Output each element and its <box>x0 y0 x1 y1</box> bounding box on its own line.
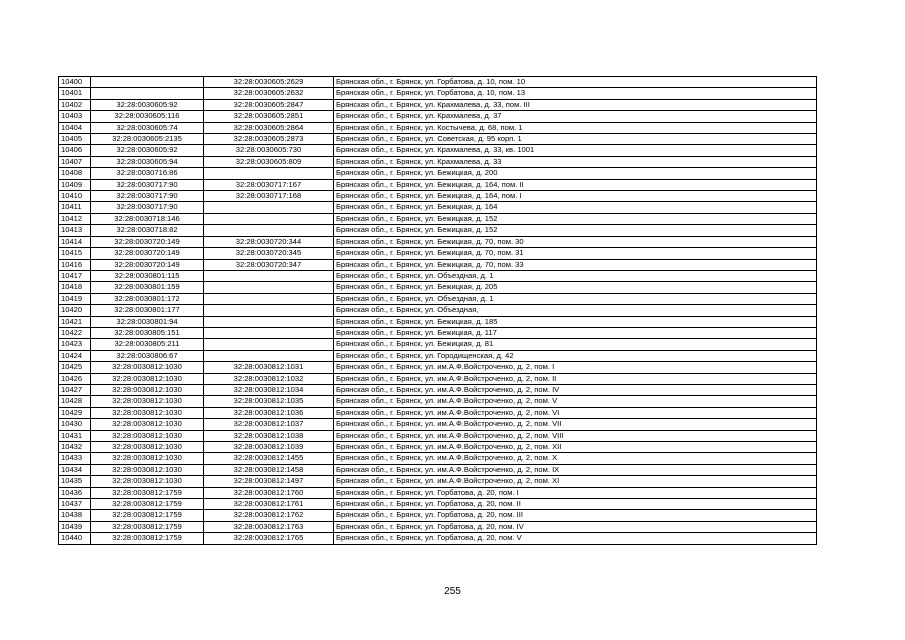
table-row <box>59 156 817 167</box>
table-row <box>59 350 817 361</box>
premises-cadastral-number-cell <box>204 339 334 350</box>
premises-cadastral-number-cell: 32:28:0030720:345 <box>204 248 334 259</box>
row-number-cell: 10412 <box>59 213 91 224</box>
row-number-cell: 10407 <box>59 156 91 167</box>
row-number-cell: 10404 <box>59 122 91 133</box>
address-cell: Брянская обл., г. Брянск, ул. им.А.Ф.Войстроченко, д. 2, пом. X <box>334 453 817 464</box>
premises-cadastral-number-cell: 32:28:0030812:1035 <box>204 396 334 407</box>
row-number-cell: 10427 <box>59 384 91 395</box>
address-cell: Брянская обл., г. Брянск, ул. Советская, д. 95 корп. 1 <box>334 134 817 145</box>
address-cell: Брянская обл., г. Брянск, ул. Бежицкая, д. 164 <box>334 202 817 213</box>
address-cell: Брянская обл., г. Брянск, ул. Объездная, д. 1 <box>334 270 817 281</box>
table-row <box>59 202 817 213</box>
table-row <box>59 179 817 190</box>
premises-cadastral-number-cell: 32:28:0030812:1458 <box>204 464 334 475</box>
land-cadastral-number-cell: 32:28:0030801:159 <box>91 282 204 293</box>
premises-cadastral-number-cell <box>204 350 334 361</box>
table-row <box>59 191 817 202</box>
table-row <box>59 327 817 338</box>
premises-cadastral-number-cell: 32:28:0030812:1038 <box>204 430 334 441</box>
table-row <box>59 533 817 544</box>
address-cell: Брянская обл., г. Брянск, ул. им.А.Ф.Войстроченко, д. 2, пом. VII <box>334 419 817 430</box>
address-cell: Брянская обл., г. Брянск, ул. Крахмалева, д. 33, кв. 1001 <box>334 145 817 156</box>
row-number-cell: 10410 <box>59 191 91 202</box>
row-number-cell: 10414 <box>59 236 91 247</box>
address-cell: Брянская обл., г. Брянск, ул. им.А.Ф.Войстроченко, д. 2, пом. I <box>334 362 817 373</box>
table-row <box>59 499 817 510</box>
land-cadastral-number-cell: 32:28:0030716:86 <box>91 168 204 179</box>
row-number-cell: 10431 <box>59 430 91 441</box>
land-cadastral-number-cell: 32:28:0030718:82 <box>91 225 204 236</box>
address-cell: Брянская обл., г. Брянск, ул. Горбатова, д. 20, пом. III <box>334 510 817 521</box>
row-number-cell: 10403 <box>59 111 91 122</box>
address-cell: Брянская обл., г. Брянск, ул. Бежицкая, д. 70, пом. 33 <box>334 259 817 270</box>
land-cadastral-number-cell: 32:28:0030717:90 <box>91 179 204 190</box>
row-number-cell: 10432 <box>59 442 91 453</box>
premises-cadastral-number-cell: 32:28:0030717:167 <box>204 179 334 190</box>
row-number-cell: 10422 <box>59 327 91 338</box>
table-row <box>59 430 817 441</box>
table-row <box>59 476 817 487</box>
premises-cadastral-number-cell: 32:28:0030605:2851 <box>204 111 334 122</box>
address-cell: Брянская обл., г. Брянск, ул. Бежицкая, д. 164, пом. I <box>334 191 817 202</box>
premises-cadastral-number-cell: 32:28:0030812:1039 <box>204 442 334 453</box>
row-number-cell: 10436 <box>59 487 91 498</box>
address-cell: Брянская обл., г. Брянск, ул. Крахмалева, д. 33 <box>334 156 817 167</box>
address-cell: Брянская обл., г. Брянск, ул. Горбатова, д. 20, пом. II <box>334 499 817 510</box>
address-cell: Брянская обл., г. Брянск, ул. Крахмалева, д. 33, пом. III <box>334 99 817 110</box>
table-row <box>59 270 817 281</box>
premises-cadastral-number-cell: 32:28:0030605:2629 <box>204 77 334 88</box>
land-cadastral-number-cell: 32:28:0030812:1030 <box>91 419 204 430</box>
table-row <box>59 362 817 373</box>
land-cadastral-number-cell <box>91 77 204 88</box>
row-number-cell: 10408 <box>59 168 91 179</box>
row-number-cell: 10434 <box>59 464 91 475</box>
row-number-cell: 10405 <box>59 134 91 145</box>
table-row <box>59 236 817 247</box>
address-cell: Брянская обл., г. Брянск, ул. Горбатова, д. 10, пом. 13 <box>334 88 817 99</box>
premises-cadastral-number-cell: 32:28:0030605:2632 <box>204 88 334 99</box>
premises-cadastral-number-cell: 32:28:0030812:1036 <box>204 407 334 418</box>
premises-cadastral-number-cell: 32:28:0030605:809 <box>204 156 334 167</box>
address-cell: Брянская обл., г. Брянск, ул. Бежицкая, д. 185 <box>334 316 817 327</box>
table-row <box>59 521 817 532</box>
table-row <box>59 407 817 418</box>
land-cadastral-number-cell: 32:28:0030812:1030 <box>91 362 204 373</box>
premises-cadastral-number-cell <box>204 213 334 224</box>
land-cadastral-number-cell: 32:28:0030812:1759 <box>91 510 204 521</box>
address-cell: Брянская обл., г. Брянск, ул. Объездная, <box>334 305 817 316</box>
row-number-cell: 10418 <box>59 282 91 293</box>
address-cell: Брянская обл., г. Брянск, ул. Бежицкая, д. 70, пом. 31 <box>334 248 817 259</box>
row-number-cell: 10420 <box>59 305 91 316</box>
premises-cadastral-number-cell <box>204 202 334 213</box>
land-cadastral-number-cell: 32:28:0030720:149 <box>91 248 204 259</box>
land-cadastral-number-cell: 32:28:0030717:90 <box>91 191 204 202</box>
address-cell: Брянская обл., г. Брянск, ул. Бежицкая, д. 152 <box>334 225 817 236</box>
table-row <box>59 213 817 224</box>
table-row <box>59 99 817 110</box>
table-row <box>59 282 817 293</box>
land-cadastral-number-cell: 32:28:0030812:1759 <box>91 499 204 510</box>
table-row <box>59 487 817 498</box>
land-cadastral-number-cell: 32:28:0030605:74 <box>91 122 204 133</box>
address-cell: Брянская обл., г. Брянск, ул. Бежицкая, д. 164, пом. II <box>334 179 817 190</box>
table-row <box>59 464 817 475</box>
row-number-cell: 10438 <box>59 510 91 521</box>
land-cadastral-number-cell: 32:28:0030801:115 <box>91 270 204 281</box>
table-row <box>59 396 817 407</box>
address-cell: Брянская обл., г. Брянск, ул. Городищенская, д. 42 <box>334 350 817 361</box>
registry-table <box>58 76 817 545</box>
premises-cadastral-number-cell: 32:28:0030812:1760 <box>204 487 334 498</box>
land-cadastral-number-cell: 32:28:0030812:1030 <box>91 384 204 395</box>
premises-cadastral-number-cell: 32:28:0030812:1034 <box>204 384 334 395</box>
address-cell: Брянская обл., г. Брянск, ул. Бежицкая, д. 70, пом. 30 <box>334 236 817 247</box>
address-cell: Брянская обл., г. Брянск, ул. Бежицкая, д. 205 <box>334 282 817 293</box>
table-row <box>59 510 817 521</box>
row-number-cell: 10428 <box>59 396 91 407</box>
land-cadastral-number-cell: 32:28:0030806:67 <box>91 350 204 361</box>
land-cadastral-number-cell: 32:28:0030801:177 <box>91 305 204 316</box>
row-number-cell: 10411 <box>59 202 91 213</box>
row-number-cell: 10416 <box>59 259 91 270</box>
row-number-cell: 10401 <box>59 88 91 99</box>
premises-cadastral-number-cell: 32:28:0030812:1497 <box>204 476 334 487</box>
land-cadastral-number-cell: 32:28:0030805:151 <box>91 327 204 338</box>
land-cadastral-number-cell: 32:28:0030605:116 <box>91 111 204 122</box>
row-number-cell: 10400 <box>59 77 91 88</box>
land-cadastral-number-cell: 32:28:0030812:1759 <box>91 533 204 544</box>
address-cell: Брянская обл., г. Брянск, ул. им.А.Ф.Войстроченко, д. 2, пом. VIII <box>334 430 817 441</box>
row-number-cell: 10423 <box>59 339 91 350</box>
premises-cadastral-number-cell: 32:28:0030605:730 <box>204 145 334 156</box>
land-cadastral-number-cell: 32:28:0030720:149 <box>91 236 204 247</box>
land-cadastral-number-cell: 32:28:0030717:90 <box>91 202 204 213</box>
premises-cadastral-number-cell: 32:28:0030812:1455 <box>204 453 334 464</box>
row-number-cell: 10409 <box>59 179 91 190</box>
land-cadastral-number-cell: 32:28:0030718:146 <box>91 213 204 224</box>
row-number-cell: 10415 <box>59 248 91 259</box>
address-cell: Брянская обл., г. Брянск, ул. им.А.Ф.Войстроченко, д. 2, пом. VI <box>334 407 817 418</box>
row-number-cell: 10419 <box>59 293 91 304</box>
land-cadastral-number-cell: 32:28:0030812:1030 <box>91 396 204 407</box>
table-row <box>59 77 817 88</box>
premises-cadastral-number-cell: 32:28:0030605:2864 <box>204 122 334 133</box>
address-cell: Брянская обл., г. Брянск, ул. им.А.Ф.Войстроченко, д. 2, пом. II <box>334 373 817 384</box>
row-number-cell: 10437 <box>59 499 91 510</box>
address-cell: Брянская обл., г. Брянск, ул. Горбатова, д. 20, пом. I <box>334 487 817 498</box>
row-number-cell: 10424 <box>59 350 91 361</box>
table-row <box>59 419 817 430</box>
row-number-cell: 10430 <box>59 419 91 430</box>
land-cadastral-number-cell: 32:28:0030805:211 <box>91 339 204 350</box>
table-row <box>59 259 817 270</box>
premises-cadastral-number-cell: 32:28:0030605:2847 <box>204 99 334 110</box>
address-cell: Брянская обл., г. Брянск, ул. Крахмалева, д. 37 <box>334 111 817 122</box>
land-cadastral-number-cell: 32:28:0030812:1030 <box>91 476 204 487</box>
premises-cadastral-number-cell: 32:28:0030812:1037 <box>204 419 334 430</box>
premises-cadastral-number-cell <box>204 305 334 316</box>
address-cell: Брянская обл., г. Брянск, ул. Горбатова, д. 20, пом. IV <box>334 521 817 532</box>
premises-cadastral-number-cell <box>204 327 334 338</box>
page-number: 255 <box>444 586 461 597</box>
row-number-cell: 10433 <box>59 453 91 464</box>
land-cadastral-number-cell: 32:28:0030605:94 <box>91 156 204 167</box>
premises-cadastral-number-cell <box>204 316 334 327</box>
row-number-cell: 10429 <box>59 407 91 418</box>
premises-cadastral-number-cell <box>204 282 334 293</box>
premises-cadastral-number-cell: 32:28:0030717:168 <box>204 191 334 202</box>
land-cadastral-number-cell: 32:28:0030812:1030 <box>91 430 204 441</box>
address-cell: Брянская обл., г. Брянск, ул. Объездная, д. 1 <box>334 293 817 304</box>
row-number-cell: 10402 <box>59 99 91 110</box>
row-number-cell: 10413 <box>59 225 91 236</box>
table-row <box>59 168 817 179</box>
land-cadastral-number-cell: 32:28:0030801:94 <box>91 316 204 327</box>
registry-table-body <box>59 77 817 545</box>
row-number-cell: 10421 <box>59 316 91 327</box>
address-cell: Брянская обл., г. Брянск, ул. Горбатова, д. 10, пом. 10 <box>334 77 817 88</box>
address-cell: Брянская обл., г. Брянск, ул. Горбатова, д. 20, пом. V <box>334 533 817 544</box>
table-row <box>59 111 817 122</box>
premises-cadastral-number-cell: 32:28:0030605:2873 <box>204 134 334 145</box>
table-row <box>59 225 817 236</box>
premises-cadastral-number-cell <box>204 168 334 179</box>
address-cell: Брянская обл., г. Брянск, ул. им.А.Ф.Войстроченко, д. 2, пом. XI <box>334 476 817 487</box>
premises-cadastral-number-cell: 32:28:0030812:1761 <box>204 499 334 510</box>
land-cadastral-number-cell: 32:28:0030812:1030 <box>91 373 204 384</box>
land-cadastral-number-cell: 32:28:0030605:92 <box>91 99 204 110</box>
premises-cadastral-number-cell <box>204 270 334 281</box>
premises-cadastral-number-cell <box>204 293 334 304</box>
row-number-cell: 10406 <box>59 145 91 156</box>
table-row <box>59 248 817 259</box>
address-cell: Брянская обл., г. Брянск, ул. им.А.Ф.Войстроченко, д. 2, пом. IX <box>334 464 817 475</box>
table-row <box>59 122 817 133</box>
table-row <box>59 293 817 304</box>
address-cell: Брянская обл., г. Брянск, ул. Бежицкая, д. 117 <box>334 327 817 338</box>
land-cadastral-number-cell: 32:28:0030720:149 <box>91 259 204 270</box>
address-cell: Брянская обл., г. Брянск, ул. Бежицкая, д. 81 <box>334 339 817 350</box>
table-row <box>59 442 817 453</box>
table-row <box>59 134 817 145</box>
land-cadastral-number-cell: 32:28:0030812:1030 <box>91 464 204 475</box>
land-cadastral-number-cell: 32:28:0030605:2135 <box>91 134 204 145</box>
table-row <box>59 339 817 350</box>
table-row <box>59 316 817 327</box>
land-cadastral-number-cell: 32:28:0030605:92 <box>91 145 204 156</box>
premises-cadastral-number-cell <box>204 225 334 236</box>
table-row <box>59 453 817 464</box>
premises-cadastral-number-cell: 32:28:0030720:347 <box>204 259 334 270</box>
row-number-cell: 10435 <box>59 476 91 487</box>
land-cadastral-number-cell: 32:28:0030812:1759 <box>91 487 204 498</box>
premises-cadastral-number-cell: 32:28:0030812:1763 <box>204 521 334 532</box>
address-cell: Брянская обл., г. Брянск, ул. Бежицкая, д. 152 <box>334 213 817 224</box>
land-cadastral-number-cell <box>91 88 204 99</box>
row-number-cell: 10439 <box>59 521 91 532</box>
premises-cadastral-number-cell: 32:28:0030812:1032 <box>204 373 334 384</box>
land-cadastral-number-cell: 32:28:0030812:1759 <box>91 521 204 532</box>
land-cadastral-number-cell: 32:28:0030812:1030 <box>91 442 204 453</box>
address-cell: Брянская обл., г. Брянск, ул. им.А.Ф.Войстроченко, д. 2, пом. V <box>334 396 817 407</box>
premises-cadastral-number-cell: 32:28:0030720:344 <box>204 236 334 247</box>
row-number-cell: 10426 <box>59 373 91 384</box>
table-row <box>59 88 817 99</box>
table-row <box>59 373 817 384</box>
premises-cadastral-number-cell: 32:28:0030812:1031 <box>204 362 334 373</box>
table-row <box>59 305 817 316</box>
address-cell: Брянская обл., г. Брянск, ул. им.А.Ф.Войстроченко, д. 2, пом. IV <box>334 384 817 395</box>
address-cell: Брянская обл., г. Брянск, ул. Костычева, д. 68, пом. 1 <box>334 122 817 133</box>
table-row <box>59 384 817 395</box>
land-cadastral-number-cell: 32:28:0030812:1030 <box>91 453 204 464</box>
premises-cadastral-number-cell: 32:28:0030812:1762 <box>204 510 334 521</box>
row-number-cell: 10440 <box>59 533 91 544</box>
row-number-cell: 10425 <box>59 362 91 373</box>
land-cadastral-number-cell: 32:28:0030801:172 <box>91 293 204 304</box>
row-number-cell: 10417 <box>59 270 91 281</box>
premises-cadastral-number-cell: 32:28:0030812:1765 <box>204 533 334 544</box>
land-cadastral-number-cell: 32:28:0030812:1030 <box>91 407 204 418</box>
table-row <box>59 145 817 156</box>
address-cell: Брянская обл., г. Брянск, ул. им.А.Ф.Войстроченко, д. 2, пом. XII <box>334 442 817 453</box>
address-cell: Брянская обл., г. Брянск, ул. Бежицкая, д. 200 <box>334 168 817 179</box>
